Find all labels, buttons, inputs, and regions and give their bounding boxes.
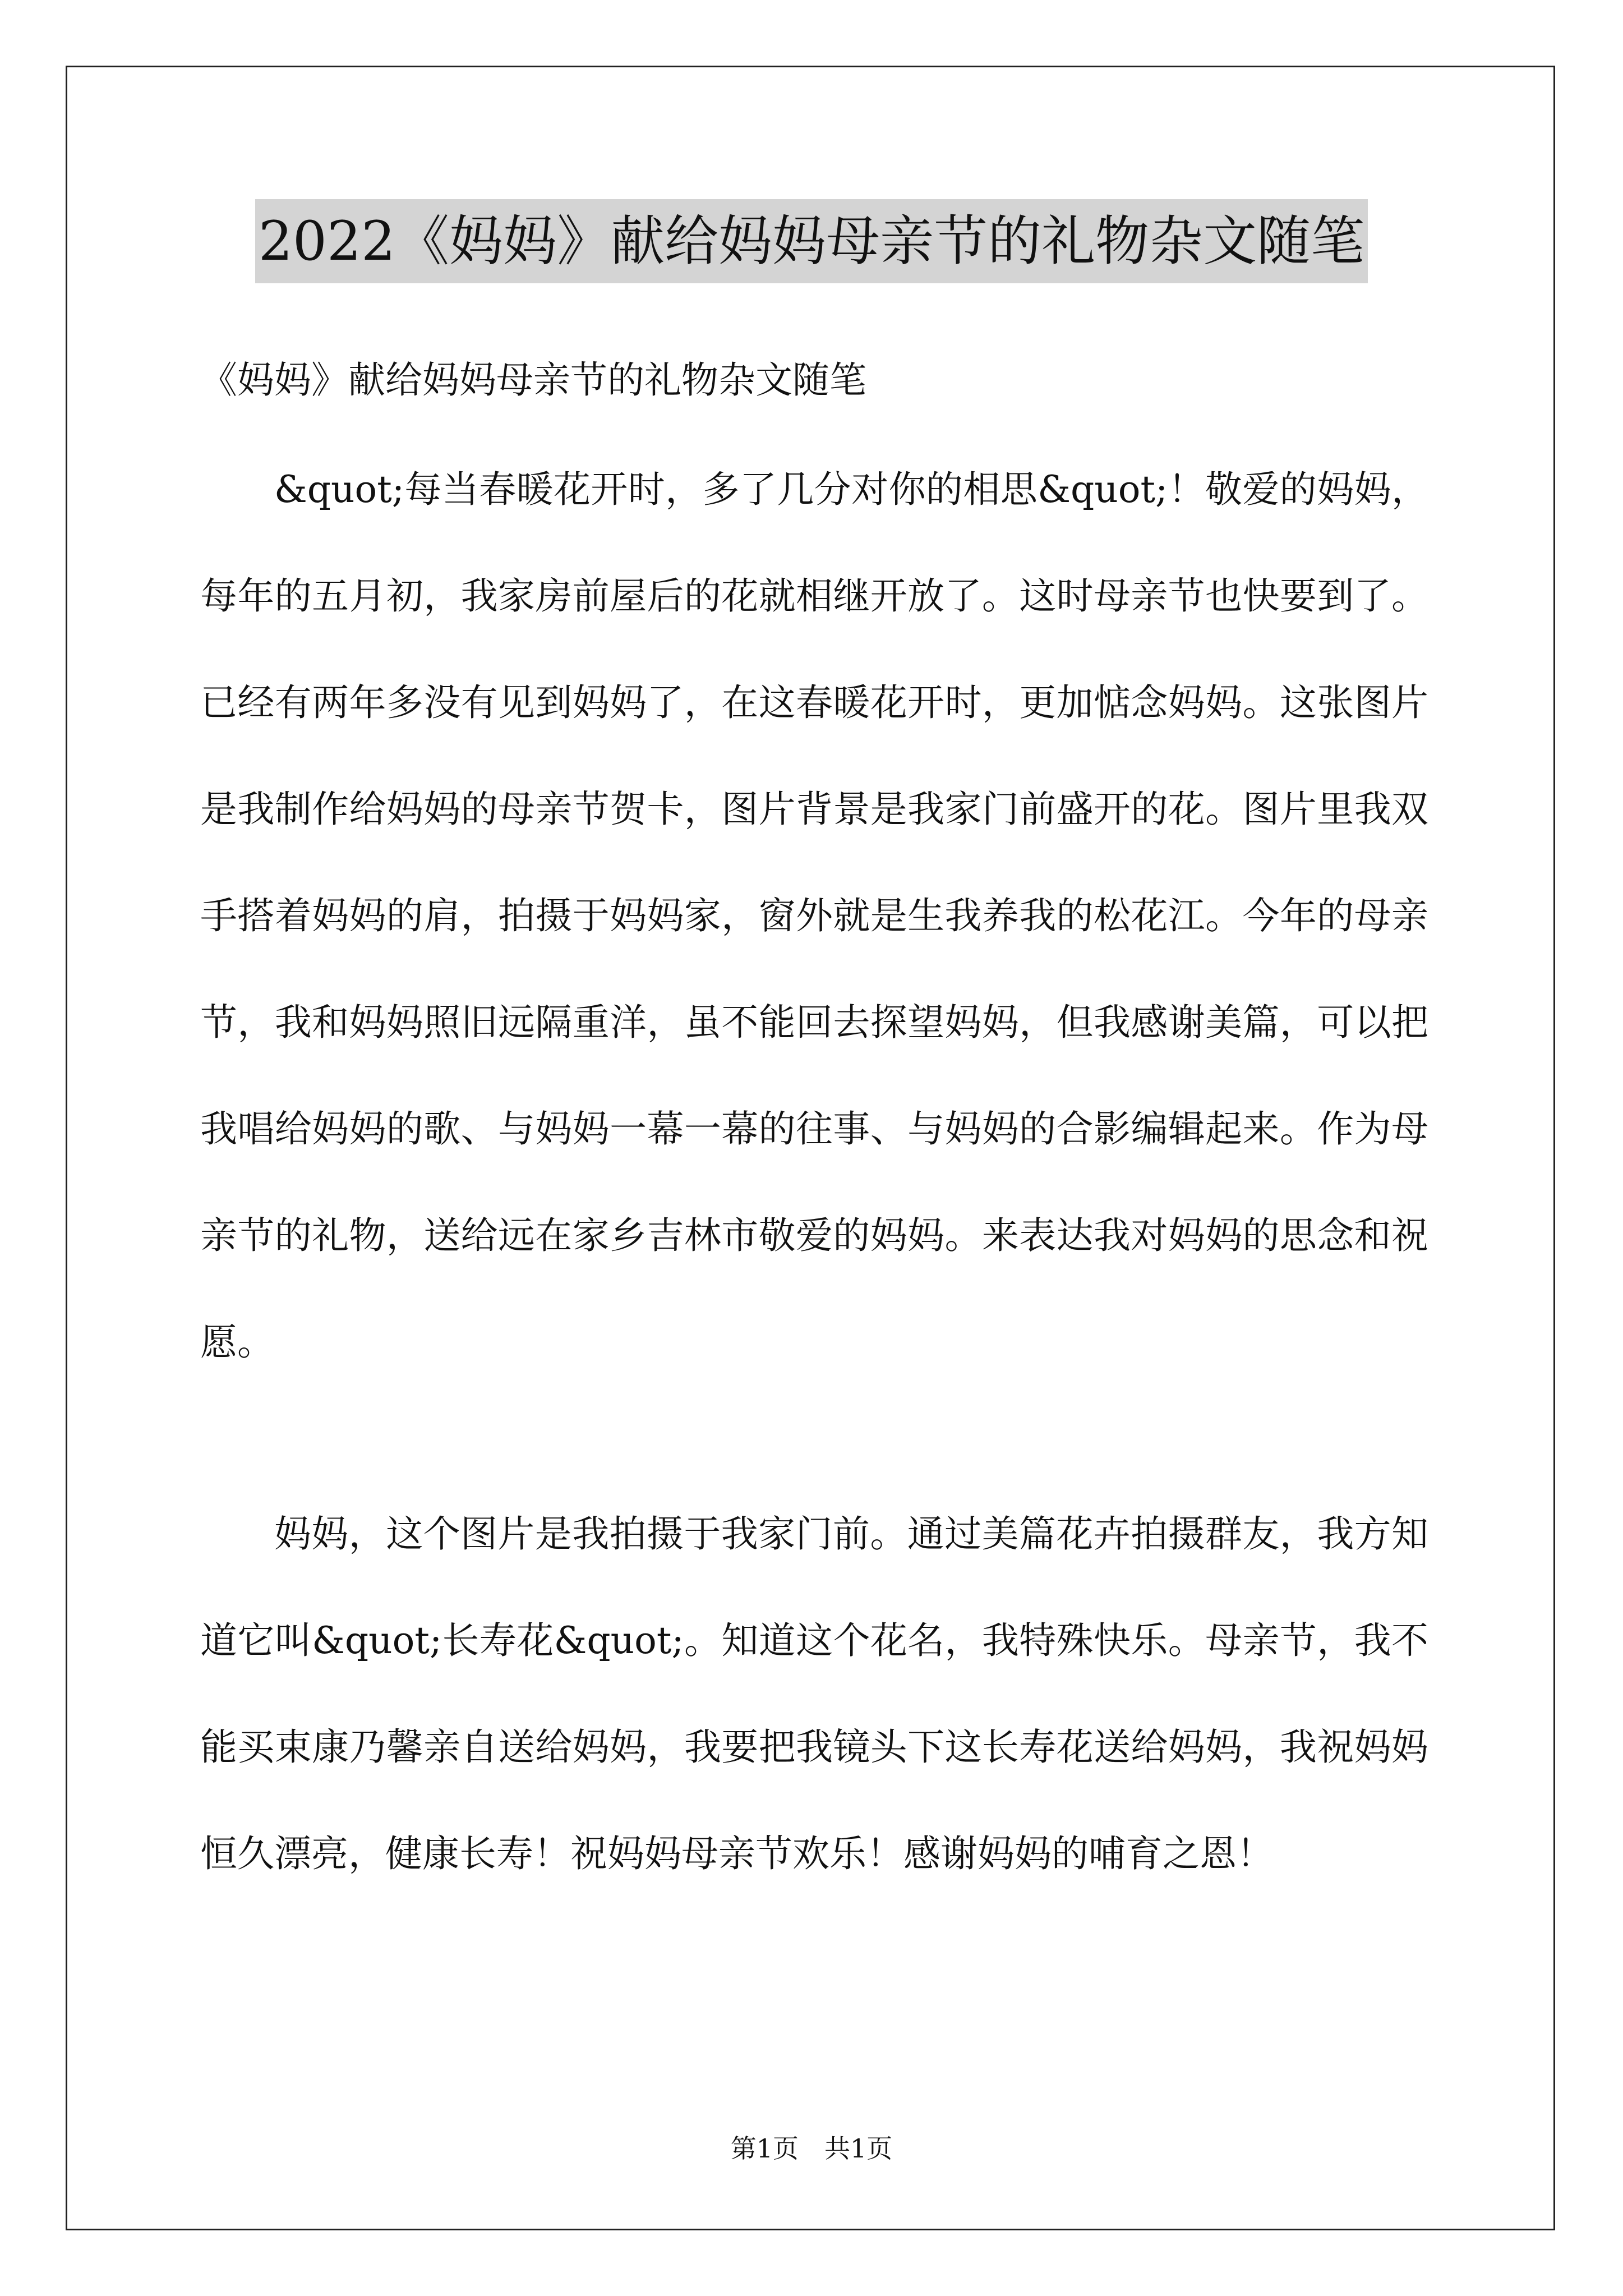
paragraph-2: 妈妈，这个图片是我拍摄于我家门前。通过美篇花卉拍摄群友，我方知道它叫&quot;长寿花&quot;。知道这个花名，我特殊快乐。母亲节，我不能买束康乃馨亲自送给妈妈，我要把我镜头下这长寿花送给妈妈，我祝妈妈恒久漂亮，健康长寿！祝妈妈母亲节欢乐！感谢妈妈的哺育之恩！ — [200, 1512, 1428, 1875]
page-footer: 第1页 共1页 — [730, 2133, 893, 2164]
document-title: 2022《妈妈》献给妈妈母亲节的礼物杂文随笔 — [255, 199, 1368, 283]
title-container — [0, 199, 1623, 283]
paragraph-1: &quot;每当春暖花开时，多了几分对你的相思&quot;！敬爱的妈妈，每年的五月初，我家房前屋后的花就相继开放了。这时母亲节也快要到了。已经有两年多没有见到妈妈了，在这春暖花开时，更加惦念妈妈。这张图片是我制作给妈妈的母亲节贺卡，图片背景是我家门前盛开的花。图片里我双手搭着妈妈的肩，拍摄于妈妈家，窗外就是生我养我的松花江。今年的母亲节，我和妈妈照旧远隔重洋，虽不能回去探望妈妈，但我感谢美篇，可以把我唱给妈妈的歌、与妈妈一幕一幕的往事、与妈妈的合影编辑起来。作为母亲节的礼物，送给远在家乡吉林市敬爱的妈妈。来表达我对妈妈的思念和祝愿。 — [200, 468, 1428, 1364]
document-subtitle: 《妈妈》献给妈妈母亲节的礼物杂文随笔 — [200, 358, 866, 402]
